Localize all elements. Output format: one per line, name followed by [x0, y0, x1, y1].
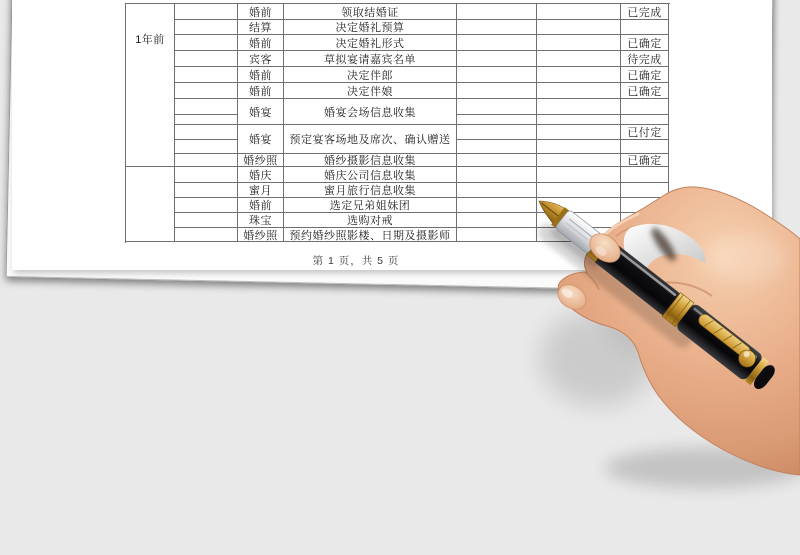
task-cell: 决定伴娘 — [284, 83, 457, 99]
category-cell: 婚宴 — [238, 99, 284, 125]
empty-cell — [457, 35, 537, 51]
empty-cell — [175, 20, 238, 35]
empty-cell — [457, 20, 537, 35]
empty-cell — [175, 115, 238, 125]
empty-cell — [175, 183, 238, 198]
period-cell — [126, 167, 175, 242]
category-cell: 婚纱照 — [238, 154, 284, 167]
empty-cell — [537, 213, 621, 228]
status-cell: 已付定 — [621, 125, 669, 140]
pen-center-band — [662, 293, 694, 327]
status-cell — [621, 213, 669, 228]
category-cell: 宾客 — [238, 51, 284, 67]
empty-cell — [175, 167, 238, 183]
empty-cell — [175, 35, 238, 51]
empty-cell — [457, 167, 537, 183]
empty-cell — [175, 228, 238, 242]
task-cell: 决定婚礼形式 — [284, 35, 457, 51]
status-cell: 已完成 — [621, 4, 669, 20]
empty-cell — [457, 183, 537, 198]
category-cell: 蜜月 — [238, 183, 284, 198]
pen-band-engraving — [665, 294, 684, 318]
empty-cell — [537, 140, 621, 154]
status-cell — [621, 115, 669, 125]
empty-cell — [537, 83, 621, 99]
task-cell: 领取结婚证 — [284, 4, 457, 20]
pen-cap — [675, 302, 764, 381]
category-cell: 婚庆 — [238, 167, 284, 183]
empty-cell — [457, 99, 537, 115]
status-cell: 已确定 — [621, 35, 669, 51]
empty-cell — [175, 140, 238, 154]
empty-cell — [537, 198, 621, 213]
category-cell: 珠宝 — [238, 213, 284, 228]
status-cell: 已确定 — [621, 67, 669, 83]
pen-band-engraving — [672, 300, 691, 324]
empty-cell — [537, 167, 621, 183]
task-cell: 婚庆公司信息收集 — [284, 167, 457, 183]
period-cell: 1年前 — [126, 4, 175, 167]
empty-cell — [457, 140, 537, 154]
status-cell — [621, 20, 669, 35]
empty-cell — [457, 51, 537, 67]
empty-cell — [537, 4, 621, 20]
category-cell: 婚前 — [238, 198, 284, 213]
task-cell: 选购对戒 — [284, 213, 457, 228]
empty-cell — [457, 213, 537, 228]
empty-cell — [457, 154, 537, 167]
empty-cell — [175, 67, 238, 83]
empty-cell — [175, 213, 238, 228]
pen-clip-ball-highlight — [742, 350, 750, 358]
empty-cell — [457, 115, 537, 125]
status-cell — [621, 228, 669, 242]
hand-shadow-on-background — [605, 448, 800, 488]
category-cell: 结算 — [238, 20, 284, 35]
empty-cell — [537, 154, 621, 167]
empty-cell — [537, 35, 621, 51]
status-cell — [621, 198, 669, 213]
task-cell: 预约婚纱照影楼、日期及摄影师 — [284, 228, 457, 242]
category-cell: 婚前 — [238, 35, 284, 51]
hand-shadow-on-paper — [540, 310, 656, 406]
pen-clip-ball — [735, 347, 759, 371]
status-cell: 已确定 — [621, 83, 669, 99]
pen-cap-highlight — [693, 307, 758, 358]
empty-cell — [537, 228, 621, 242]
pen-clip — [696, 312, 752, 360]
empty-cell — [175, 125, 238, 140]
category-cell: 婚前 — [238, 4, 284, 20]
pen-cap-end-dome — [751, 362, 778, 391]
empty-cell — [175, 198, 238, 213]
empty-cell — [537, 183, 621, 198]
category-cell: 婚宴 — [238, 125, 284, 154]
status-cell — [621, 183, 669, 198]
empty-cell — [457, 83, 537, 99]
task-cell: 草拟宴请嘉宾名单 — [284, 51, 457, 67]
category-cell: 婚纱照 — [238, 228, 284, 242]
wedding-checklist-table — [125, 3, 670, 243]
empty-cell — [537, 20, 621, 35]
empty-cell — [457, 125, 537, 140]
empty-cell — [457, 4, 537, 20]
empty-cell — [175, 154, 238, 167]
task-cell: 决定伴郎 — [284, 67, 457, 83]
status-cell: 已确定 — [621, 154, 669, 167]
status-cell: 待完成 — [621, 51, 669, 67]
status-cell — [621, 167, 669, 183]
empty-cell — [457, 67, 537, 83]
task-cell: 决定婚礼预算 — [284, 20, 457, 35]
empty-cell — [175, 4, 238, 20]
empty-cell — [537, 99, 621, 115]
empty-cell — [537, 115, 621, 125]
status-cell — [621, 99, 669, 115]
empty-cell — [537, 125, 621, 140]
task-cell: 婚宴会场信息收集 — [284, 99, 457, 125]
empty-cell — [457, 198, 537, 213]
task-cell: 蜜月旅行信息收集 — [284, 183, 457, 198]
empty-cell — [175, 99, 238, 115]
task-cell: 选定兄弟姐妹团 — [284, 198, 457, 213]
empty-cell — [175, 83, 238, 99]
category-cell: 婚前 — [238, 83, 284, 99]
pen-clip-engraving — [704, 318, 742, 351]
empty-cell — [457, 228, 537, 242]
page-number-footer: 第 1 页，共 5 页 — [312, 255, 400, 267]
empty-cell — [537, 67, 621, 83]
pen-cap-end-ring — [745, 357, 769, 385]
empty-cell — [175, 51, 238, 67]
status-cell — [621, 140, 669, 154]
task-cell: 预定宴客场地及席次、确认赠送 — [284, 125, 457, 154]
category-cell: 婚前 — [238, 67, 284, 83]
empty-cell — [537, 51, 621, 67]
task-cell: 婚纱摄影信息收集 — [284, 154, 457, 167]
